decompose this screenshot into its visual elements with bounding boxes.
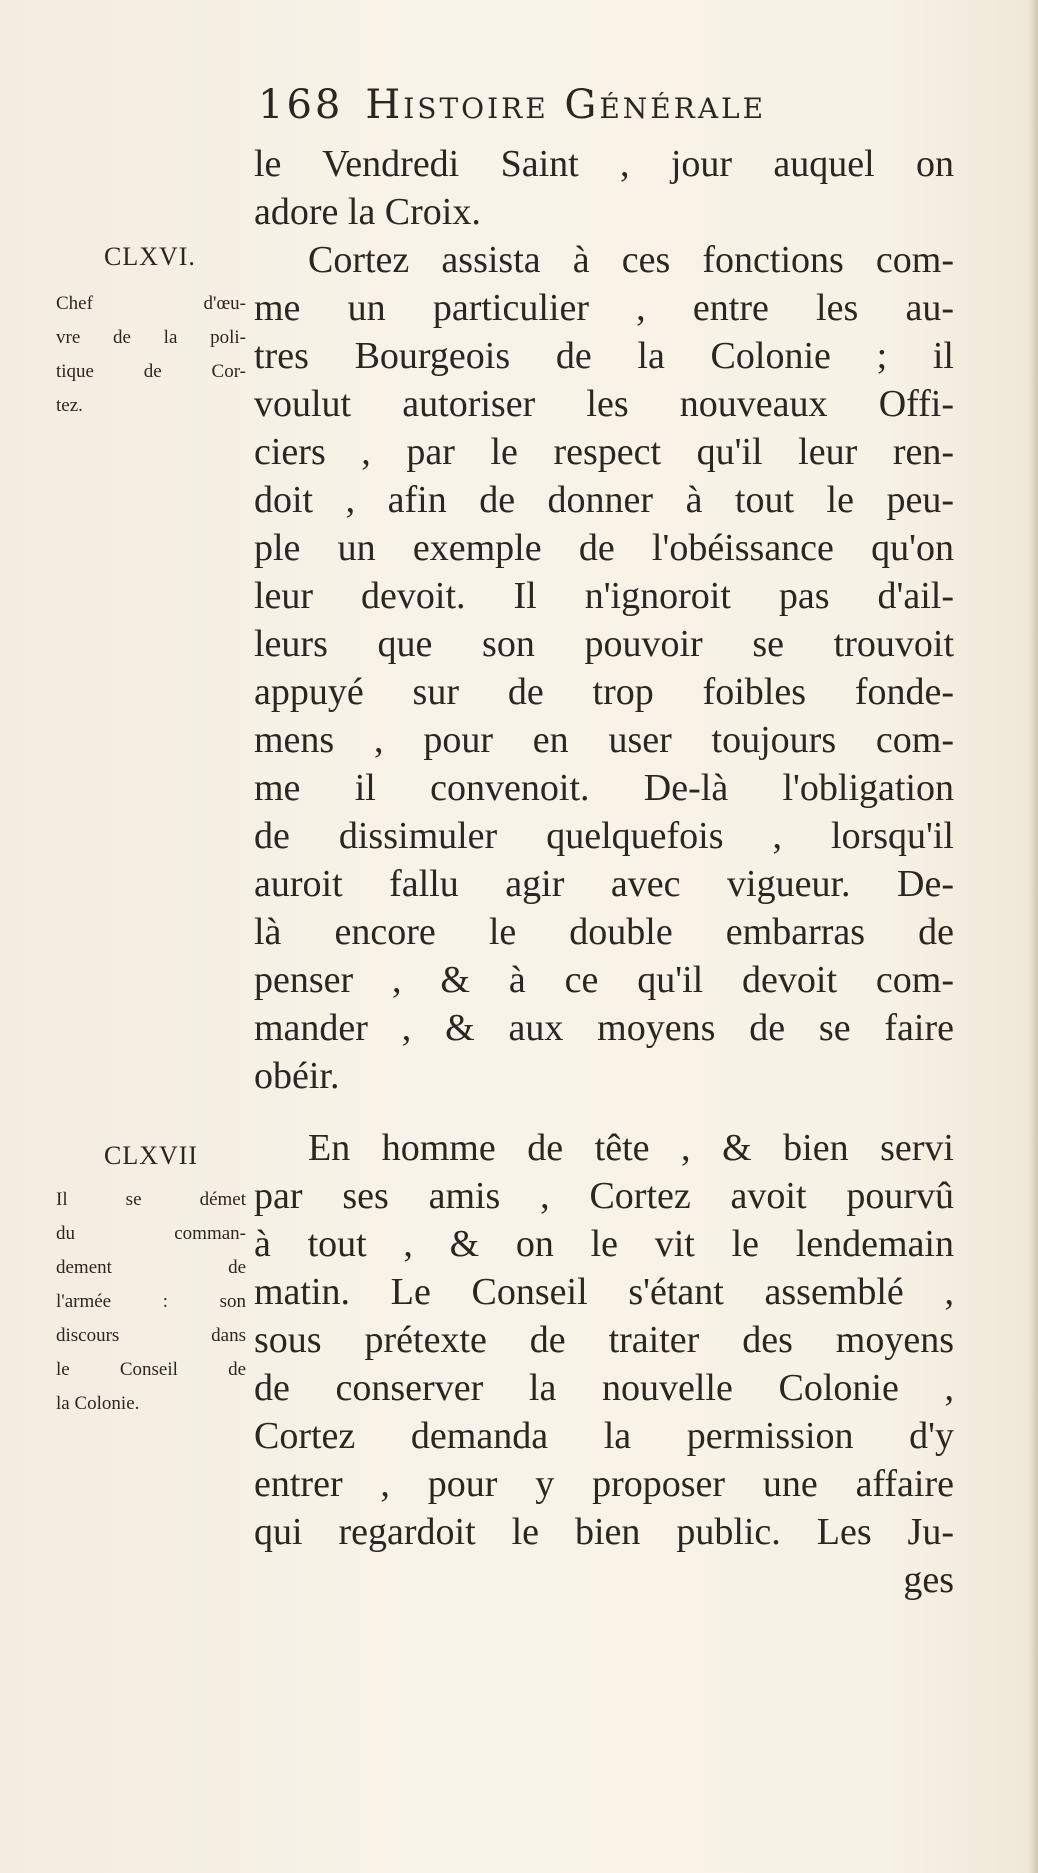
catchword: ges <box>903 1559 954 1601</box>
margin-note-line: discours dans <box>56 1325 246 1346</box>
text-line: leur devoit. Il n'ignoroit pas d'ail- <box>254 575 954 617</box>
text-line: tres Bourgeois de la Colonie ; il <box>254 335 954 377</box>
text-line: voulut autoriser les nouveaux Offi- <box>254 383 954 425</box>
margin-note-line: la Colonie. <box>56 1393 140 1414</box>
text-line: là encore le double embarras de <box>254 911 954 953</box>
margin-note-line: vre de la poli- <box>56 327 246 348</box>
text-line: qui regardoit le bien public. Les Ju- <box>254 1511 954 1553</box>
text-line: me il convenoit. De-là l'obligation <box>254 767 954 809</box>
margin-note-line: Il se démet <box>56 1189 246 1210</box>
text-line: mander , & aux moyens de se faire <box>254 1007 954 1049</box>
text-line: le Vendredi Saint , jour auquel on <box>254 143 954 185</box>
text-line: Cortez demanda la permission d'y <box>254 1415 954 1457</box>
text-line-indent: Cortez assista à ces fonctions com- <box>308 239 954 281</box>
text-line: de conserver la nouvelle Colonie , <box>254 1367 954 1409</box>
running-header <box>258 82 958 132</box>
text-line: doit , afin de donner à tout le peu- <box>254 479 954 521</box>
margin-note-line: l'armée : son <box>56 1291 246 1312</box>
text-line: entrer , pour y proposer une affaire <box>254 1463 954 1505</box>
text-line: mens , pour en user toujours com- <box>254 719 954 761</box>
text-line: par ses amis , Cortez avoit pourvû <box>254 1175 954 1217</box>
text-line: sous prétexte de traiter des moyens <box>254 1319 954 1361</box>
text-line: à tout , & on le vit le lendemain <box>254 1223 954 1265</box>
margin-note-clxvii <box>56 1183 246 1421</box>
margin-note-line: tez. <box>56 395 83 416</box>
text-line: auroit fallu agir avec vigueur. De- <box>254 863 954 905</box>
text-line: penser , & à ce qu'il devoit com- <box>254 959 954 1001</box>
section-number-clxvi: CLXVI. <box>104 242 196 271</box>
text-line: appuyé sur de trop foibles fonde- <box>254 671 954 713</box>
margin-note-line: du comman- <box>56 1223 246 1244</box>
text-line: me un particulier , entre les au- <box>254 287 954 329</box>
margin-note-line: Chef d'œu- <box>56 293 246 314</box>
text-line: de dissimuler quelquefois , lorsqu'il <box>254 815 954 857</box>
margin-note-line: tique de Cor- <box>56 361 246 382</box>
text-line: ple un exemple de l'obéissance qu'on <box>254 527 954 569</box>
text-line-indent: En homme de tête , & bien servi <box>308 1127 954 1169</box>
margin-note-line: dement de <box>56 1257 246 1278</box>
text-line: ciers , par le respect qu'il leur ren- <box>254 431 954 473</box>
text-line: matin. Le Conseil s'étant assemblé , <box>254 1271 954 1313</box>
running-title: Histoire Générale <box>365 82 767 128</box>
text-line: leurs que son pouvoir se trouvoit <box>254 623 954 665</box>
section-number-clxvii: CLXVII <box>104 1141 199 1170</box>
page-edge-shadow <box>1028 0 1038 1873</box>
text-line: obéir. <box>254 1055 340 1097</box>
text-line: adore la Croix. <box>254 191 481 233</box>
page-number: 168 <box>258 82 344 128</box>
margin-note-clxvi <box>56 287 246 423</box>
margin-note-line: le Conseil de <box>56 1359 246 1380</box>
